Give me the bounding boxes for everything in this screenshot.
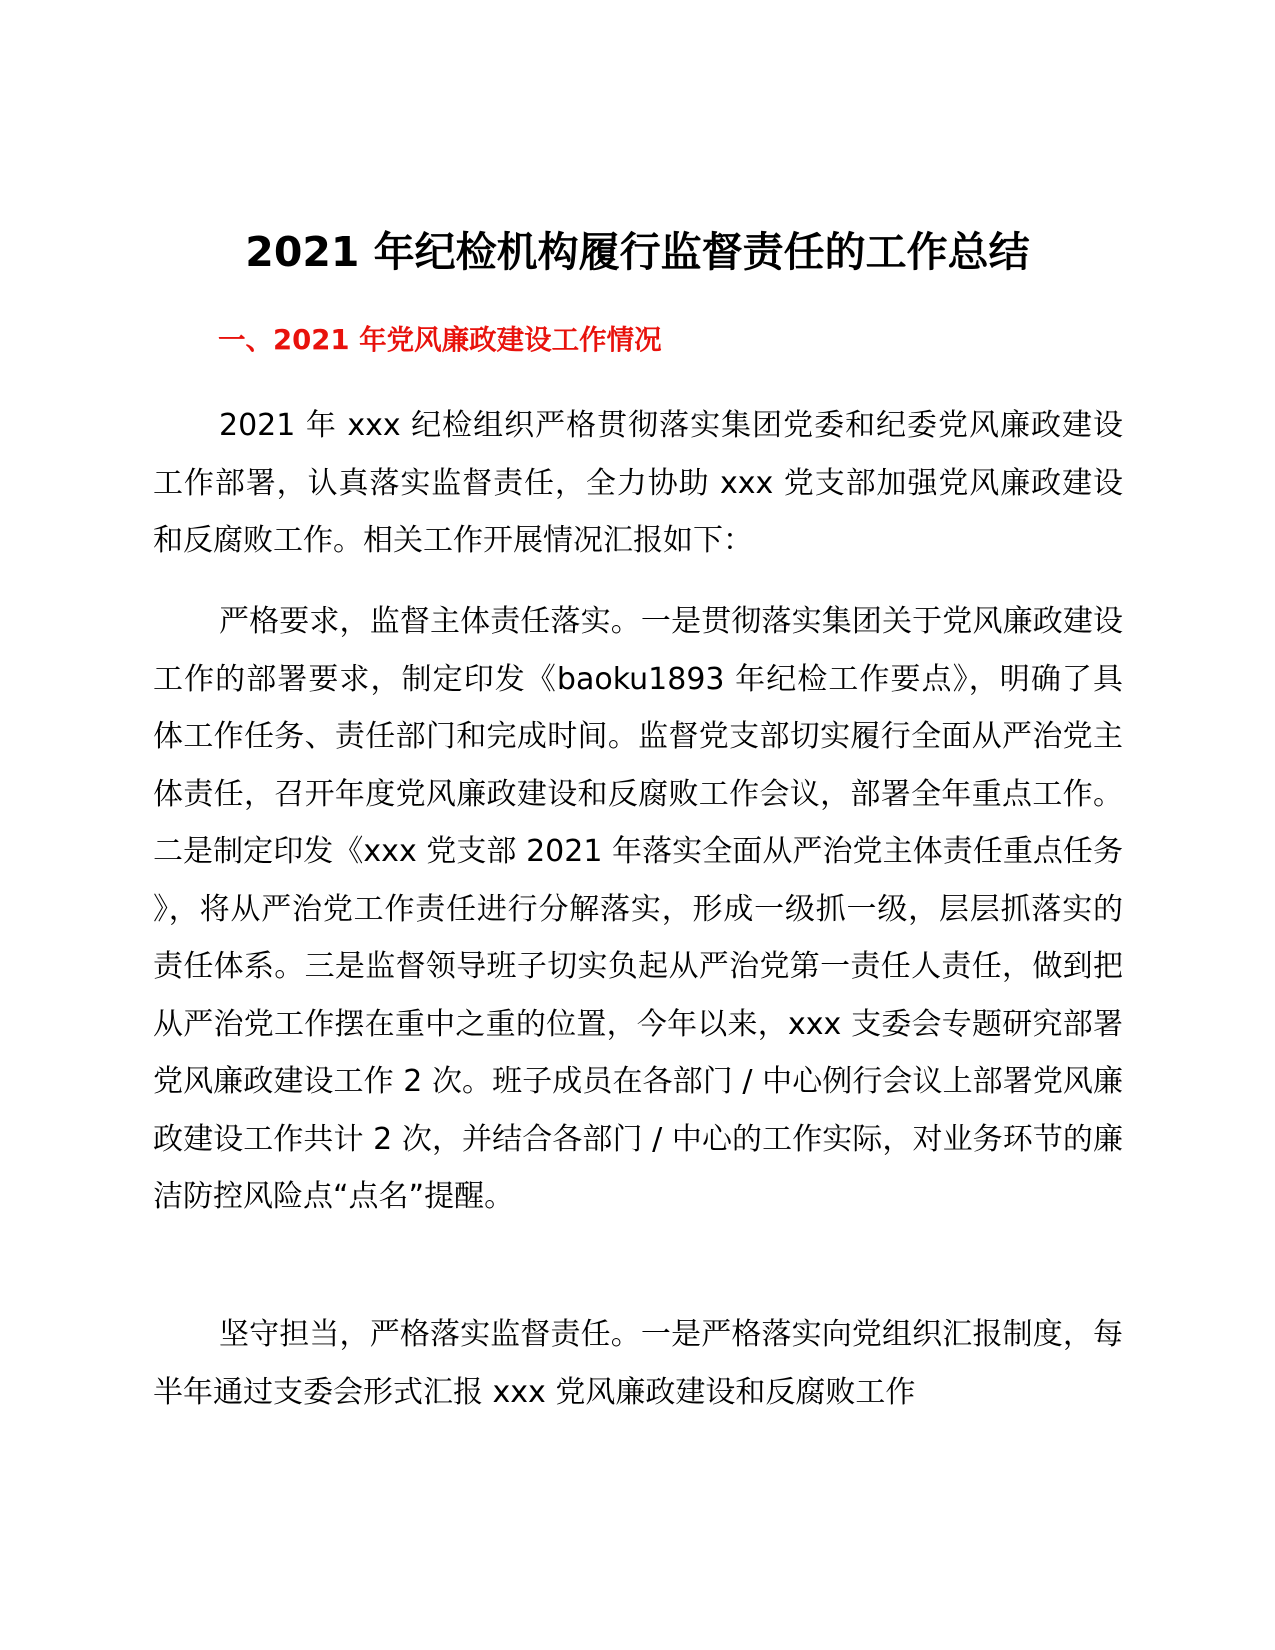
body-paragraph: 2021 年 xxx 纪检组织严格贯彻落实集团党委和纪委党风廉政建设工作部署，认真落实监督责任，全力协助 xxx 党支部加强党风廉政建设和反腐败工作。相关工作开展情况汇报如下：: [153, 408, 1123, 558]
section-heading: 一、2021 年党风廉政建设工作情况: [218, 324, 662, 356]
body-paragraph: 严格要求，监督主体责任落实。一是贯彻落实集团关于党风廉政建设工作的部署要求，制定印发《baoku1893 年纪检工作要点》，明确了具体工作任务、责任部门和完成时间。监督党支部切实履行全面从严治党主体责任，召开年度党风廉政建设和反腐败工作会议，部署全年重点工作。二是制定印发《xxx 党支部 2021 年落实全面从严治党主体责任重点任务》，将从严治党工作责任进行分解落实，形成一级抓一级，层层抓落实的责任体系。三是监督领导班子切实负起从严治党第一责任人责任，做到把从严治党工作摆在重中之重的位置，今年以来，xxx 支委会专题研究部署党风廉政建设工作 2 次。班子成员在各部门 / 中心例行会议上部署党风廉政建设工作共计 2 次，并结合各部门 / 中心的工作实际，对业务环节的廉洁防控风险点“点名”提醒。: [153, 604, 1123, 1214]
document-title: 2021 年纪检机构履行监督责任的工作总结: [245, 228, 1030, 276]
body-paragraph: 坚守担当，严格落实监督责任。一是严格落实向党组织汇报制度，每半年通过支委会形式汇报 xxx 党风廉政建设和反腐败工作: [153, 1317, 1123, 1410]
